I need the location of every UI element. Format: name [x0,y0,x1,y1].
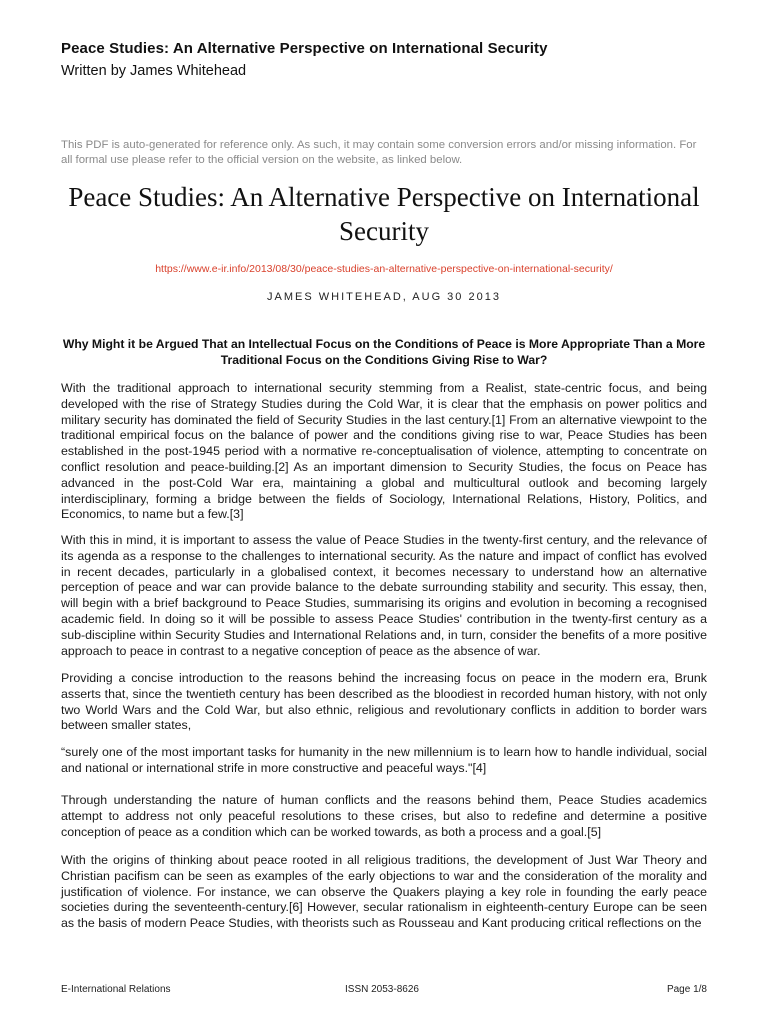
body-paragraph: With this in mind, it is important to assess the value of Peace Studies in the twenty-first century, and the relevance of its agenda as a response to the challenges to international security. As the nature and impact of conflict has evolved in recent decades, particularly in a globalised context, it becomes necessary to understand how an alternative perception of peace and war can provide balance to the debate surrounding stability and security. This essay, then, will begin with a brief background to Peace Studies, summarising its origins and evolution in becoming a recognised academic field. In doing so it will be possible to assess Peace Studies' contribution in the twenty-first century as a sub-discipline within Security Studies and International Relations and, in turn, consider the benefits of a more positive approach to peace in contrast to a negative conception of peace as the absence of war. [61,533,707,658]
body-paragraph: Providing a concise introduction to the reasons behind the increasing focus on peace in the modern era, Brunk asserts that, since the twentieth century has been described as the bloodiest in recorded human history, with not only two World Wars and the Cold War, but also ethnic, religious and revolutionary conflicts in addition to border wars between smaller states, [61,671,707,733]
disclaimer-text: This PDF is auto-generated for reference only. As such, it may contain some conversion errors and/or missing information. For all formal use please refer to the official version on the website, as linked below. [61,139,697,166]
footer-publisher: E-International Relations [61,984,171,995]
footer-issn: ISSN 2053-8626 [345,984,419,995]
article-byline: JAMES WHITEHEAD, AUG 30 2013 [267,291,501,303]
essay-question: Why Might it be Argued That an Intellectual Focus on the Conditions of Peace is More Appropriate Than a More Traditional Focus on the Conditions Giving Rise to War? [62,337,706,367]
header-title: Peace Studies: An Alternative Perspective on International Security [61,40,548,57]
article-title: Peace Studies: An Alternative Perspective on International Security [68,182,700,246]
header-author: Written by James Whitehead [61,63,247,79]
footer-page-number: Page 1/8 [666,984,707,995]
body-paragraph: Through understanding the nature of human conflicts and the reasons behind them, Peace Studies academics attempt to address not only peaceful resolutions to these crises, but also to redefine and determine a positive conception of peace as a condition which can be worked towards, as both a process and a goal.[5] [61,793,707,839]
article-url-link[interactable]: https://www.e-ir.info/2013/08/30/peace-studies-an-alternative-perspective-on-international-security/ [155,263,613,275]
block-quote: “surely one of the most important tasks for humanity in the new millennium is to learn how to handle individual, social and national or international strife in more constructive and peaceful ways."[4] [61,745,707,775]
body-paragraph: With the origins of thinking about peace rooted in all religious traditions, the development of Just War Theory and Christian pacifism can be seen as examples of the early objections to war and the consideration of the morality and justification of violence. For instance, we can observe the Quakers playing a key role in founding the early peace societies during the seventeenth-century.[6] However, secular rationalism in eighteenth-century Europe can be seen as the basis of modern Peace Studies, with theorists such as Rousseau and Kant producing critical reflections on the [61,853,707,931]
body-paragraph: With the traditional approach to international security stemming from a Realist, state-centric focus, and being developed with the rise of Strategy Studies during the Cold War, it is clear that the emphasis on power politics and military security has dominated the field of Security Studies in the last century.[1] From an alternative viewpoint to the traditional empirical focus on the balance of power and the conditions giving rise to war, Peace Studies has been established in the post-1945 period with a normative re-conceptualisation of violence, attempting to concentrate on conflict resolution and peace-building.[2] As an important dimension to Security Studies, the focus on Peace has advanced in the post-Cold War era, maintaining a global and multicultural outlook and becoming largely interdisciplinary, forming a bridge between the fields of Sociology, International Relations, History, Politics, and Economics, to name but a few.[3] [61,381,707,522]
